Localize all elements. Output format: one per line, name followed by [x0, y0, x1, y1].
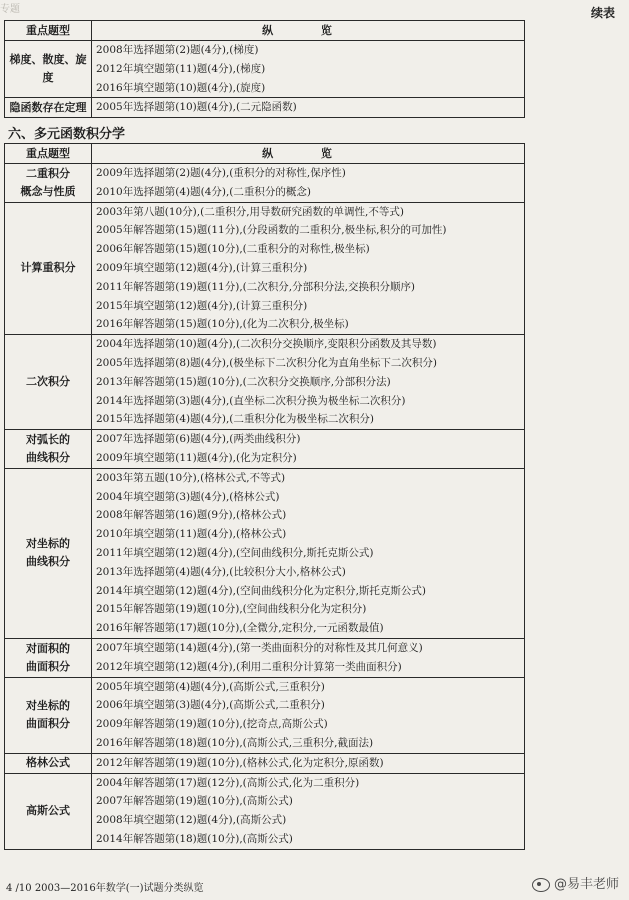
exam-question-entry: 2003年第八题(10分),(二重积分,用导数研究函数的单调性,不等式) — [96, 205, 404, 218]
table-row — [5, 773, 525, 849]
category-label: 二重积分 — [26, 166, 70, 180]
exam-question-entry: 2007年选择题第(6)题(4分),(两类曲线积分) — [96, 433, 301, 446]
category-label: 曲线积分 — [26, 450, 70, 464]
exam-question-entry: 2012年解答题第(19)题(10分),(格林公式,化为定积分,原函数) — [96, 756, 384, 769]
category-label: 对坐标的 — [26, 537, 70, 551]
table1-header-overview: 纵 览 — [92, 21, 525, 41]
exam-question-entry: 2008年解答题第(16)题(9分),(格林公式) — [96, 509, 287, 522]
exam-question-entry: 2008年填空题第(12)题(4分),(高斯公式) — [96, 814, 287, 827]
category-label: 隐函数存在定理 — [9, 100, 87, 114]
exam-question-entry: 2009年解答题第(19)题(10分),(挖奇点,高斯公式) — [96, 718, 328, 731]
exam-question-entry: 2015年解答题第(19)题(10分),(空间曲线积分化为定积分) — [96, 603, 367, 616]
exam-question-entry: 2004年填空题第(3)题(4分),(格林公式) — [96, 490, 280, 503]
exam-items-cell — [92, 335, 525, 430]
exam-question-entry: 2013年解答题第(15)题(10分),(二次积分交换顺序,分部积分法) — [96, 375, 391, 388]
exam-question-entry: 2006年填空题第(3)题(4分),(高斯公式,二重积分) — [96, 699, 325, 712]
page-footer: 4 /10 2003—2016年数学(一)试题分类纵览 — [6, 883, 204, 894]
topic-category — [5, 164, 92, 203]
exam-items-cell — [92, 41, 525, 98]
table2-header-type: 重点题型 — [5, 144, 92, 164]
exam-items-cell — [92, 468, 525, 638]
table-row — [5, 98, 525, 118]
exam-question-entry: 2007年填空题第(14)题(4分),(第一类曲面积分的对称性及其几何意义) — [96, 641, 423, 654]
exam-question-entry: 2010年填空题第(11)题(4分),(格林公式) — [96, 528, 287, 541]
exam-items-cell — [92, 430, 525, 469]
exam-question-entry: 2014年解答题第(18)题(10分),(高斯公式) — [96, 832, 293, 845]
exam-question-entry: 2005年填空题第(4)题(4分),(高斯公式,三重积分) — [96, 680, 325, 693]
table-row — [5, 335, 525, 430]
exam-question-entry: 2016年解答题第(17)题(10分),(全微分,定积分,一元函数最值) — [96, 622, 384, 635]
category-label: 计算重积分 — [20, 261, 76, 275]
exam-question-entry: 2008年选择题第(2)题(4分),(梯度) — [96, 44, 259, 56]
exam-question-entry: 2005年选择题第(10)题(4分),(二元隐函数) — [96, 101, 297, 114]
table-row — [5, 468, 525, 638]
exam-question-entry: 2005年解答题第(15)题(11分),(分段函数的二重积分,极坐标,积分的可加性) — [96, 224, 447, 237]
table-row — [5, 164, 525, 203]
topic-category — [5, 468, 92, 638]
header-ghost-text: 专题 — [0, 4, 20, 15]
exam-question-entry: 2013年选择题第(4)题(4分),(比较积分大小,格林公式) — [96, 565, 346, 578]
table1-header-type: 重点题型 — [5, 21, 92, 41]
table-row — [5, 753, 525, 773]
table-row — [5, 430, 525, 469]
topic-category — [5, 430, 92, 469]
table-gradient-implicit — [4, 20, 525, 118]
exam-question-entry: 2004年选择题第(10)题(4分),(二次积分交换顺序,变限积分函数及其导数) — [96, 338, 437, 351]
category-label: 高斯公式 — [26, 804, 70, 818]
exam-question-entry: 2016年解答题第(15)题(10分),(化为二次积分,极坐标) — [96, 318, 349, 331]
exam-question-entry: 2011年解答题第(19)题(11分),(二次积分,分部积分法,交换积分顺序) — [96, 280, 416, 293]
exam-items-cell — [92, 638, 525, 677]
exam-items-cell — [92, 753, 525, 773]
category-label: 二次积分 — [26, 375, 70, 389]
section-title: 六、多元函数积分学 — [8, 127, 126, 142]
exam-question-entry: 2012年填空题第(11)题(4分),(梯度) — [96, 62, 266, 75]
category-label: 对坐标的 — [26, 699, 70, 713]
category-label: 对面积的 — [26, 641, 70, 655]
exam-question-entry: 2014年填空题第(12)题(4分),(空间曲线积分化为定积分,斯托克斯公式) — [96, 584, 427, 597]
watermark-text: @易丰老师 — [553, 877, 619, 892]
watermark — [532, 873, 619, 892]
category-label: 对弧长的 — [26, 432, 70, 446]
exam-question-entry: 2006年解答题第(15)题(10分),(二重积分的对称性,极坐标) — [96, 243, 370, 256]
exam-question-entry: 2012年填空题第(12)题(4分),(利用二重积分计算第一类曲面积分) — [96, 660, 402, 673]
exam-question-entry: 2016年填空题第(10)题(4分),(旋度) — [96, 81, 266, 94]
exam-question-entry: 2010年选择题第(4)题(4分),(二重积分的概念) — [96, 185, 311, 198]
exam-question-entry: 2009年选择题第(2)题(4分),(重积分的对称性,保序性) — [96, 167, 346, 179]
exam-items-cell — [92, 202, 525, 335]
topic-category — [5, 98, 92, 118]
exam-question-entry: 2007年解答题第(19)题(10分),(高斯公式) — [96, 795, 293, 808]
topic-category — [5, 677, 92, 753]
category-label: 曲面积分 — [26, 659, 70, 673]
exam-question-entry: 2015年填空题第(12)题(4分),(计算三重积分) — [96, 299, 308, 312]
exam-question-entry: 2005年选择题第(8)题(4分),(极坐标下二次积分化为直角坐标下二次积分) — [96, 356, 437, 369]
exam-question-entry: 2011年填空题第(12)题(4分),(空间曲线积分,斯托克斯公式) — [96, 546, 374, 559]
topic-category — [5, 638, 92, 677]
exam-question-entry: 2016年解答题第(18)题(10分),(高斯公式,三重积分,截面法) — [96, 736, 374, 749]
topic-category — [5, 753, 92, 773]
exam-question-entry: 2009年填空题第(11)题(4分),(化为定积分) — [96, 451, 297, 464]
exam-question-entry: 2009年填空题第(12)题(4分),(计算三重积分) — [96, 261, 308, 274]
topic-category — [5, 335, 92, 430]
exam-items-cell — [92, 677, 525, 753]
exam-items-cell — [92, 164, 525, 203]
exam-items-cell — [92, 773, 525, 849]
category-label: 梯度、散度、旋度 — [9, 53, 87, 85]
category-label: 曲线积分 — [26, 555, 70, 569]
topic-category — [5, 202, 92, 335]
continued-label: 续表 — [590, 6, 615, 20]
exam-question-entry: 2014年选择题第(3)题(4分),(直坐标二次积分换为极坐标二次积分) — [96, 394, 406, 407]
topic-category — [5, 41, 92, 98]
exam-question-entry: 2003年第五题(10分),(格林公式,不等式) — [96, 471, 286, 484]
table-row — [5, 41, 525, 98]
topic-category — [5, 773, 92, 849]
exam-question-entry: 2004年解答题第(17)题(12分),(高斯公式,化为二重积分) — [96, 776, 360, 789]
weibo-icon — [532, 878, 550, 892]
table-row — [5, 677, 525, 753]
category-label: 概念与性质 — [20, 184, 76, 198]
exam-items-cell — [92, 98, 525, 118]
exam-question-entry: 2015年选择题第(4)题(4分),(二重积分化为极坐标二次积分) — [96, 413, 374, 426]
table-multivariable-integral — [4, 143, 525, 850]
table-row — [5, 638, 525, 677]
category-label: 曲面积分 — [26, 717, 70, 731]
table-row — [5, 202, 525, 335]
table2-header-overview: 纵 览 — [92, 144, 525, 164]
category-label: 格林公式 — [26, 756, 70, 770]
